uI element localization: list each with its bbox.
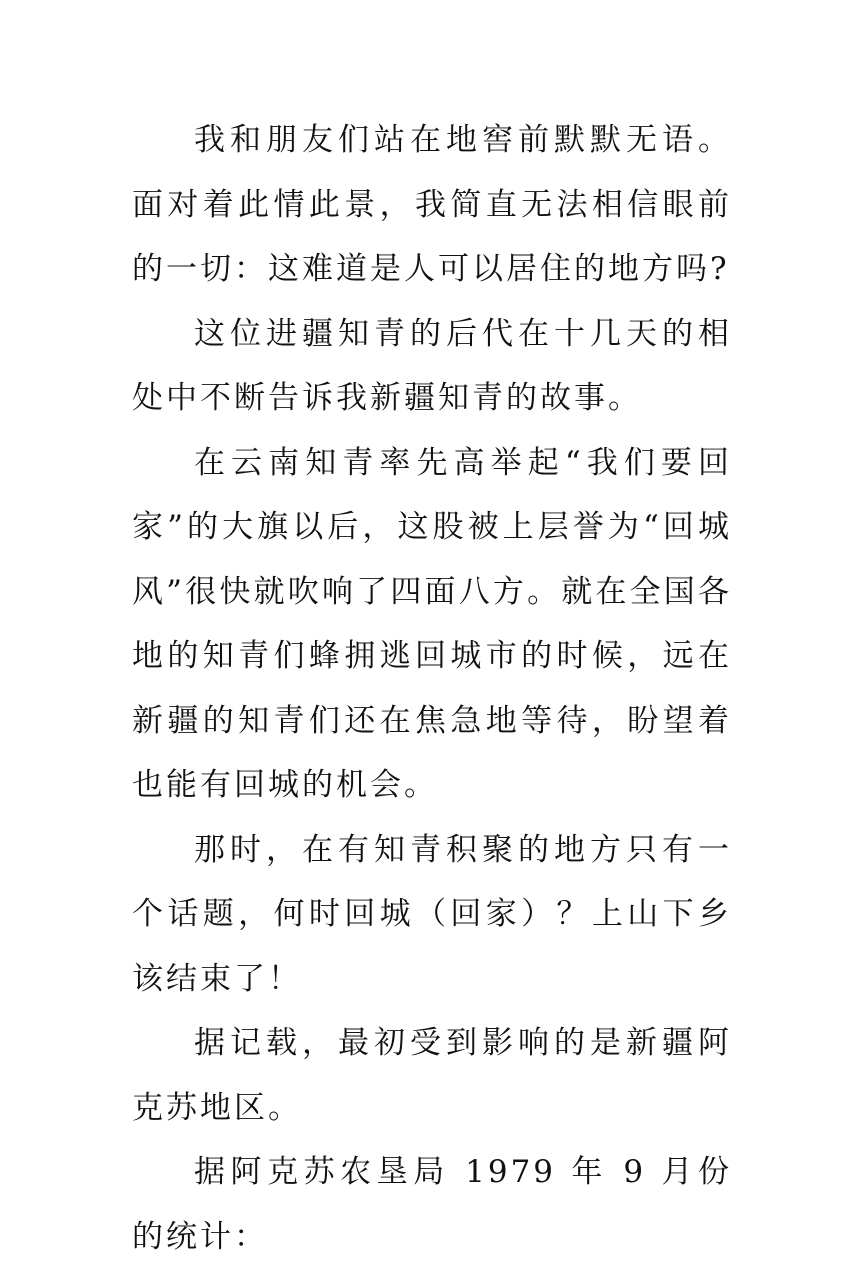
paragraph-4: 那时，在有知青积聚的地方只有一个话题，何时回城（回家）？上山下乡该结束了！: [132, 831, 732, 997]
paragraph-5: 据记载，最初受到影响的是新疆阿克苏地区。: [132, 1025, 732, 1126]
paragraph-2: 这位进疆知青的后代在十几天的相处中不断告诉我新疆知青的故事。: [132, 315, 732, 416]
paragraph-3: 在云南知青率先高举起“我们要回家”的大旗以后，这股被上层誉为“回城风”很快就吹响了四面八方。就在全国各地的知青们蜂拥逃回城市的时候，远在新疆的知青们还在焦急地等待，盼望着也能有回城的机会。: [132, 444, 732, 803]
paragraph-6: 据阿克苏农垦局 1979 年 9 月份的统计：: [132, 1154, 732, 1255]
paragraph-1: 我和朋友们站在地窖前默默无语。面对着此情此景，我简直无法相信眼前的一切：这难道是人可以居住的地方吗?: [132, 122, 732, 287]
body-text: [132, 108, 732, 1269]
